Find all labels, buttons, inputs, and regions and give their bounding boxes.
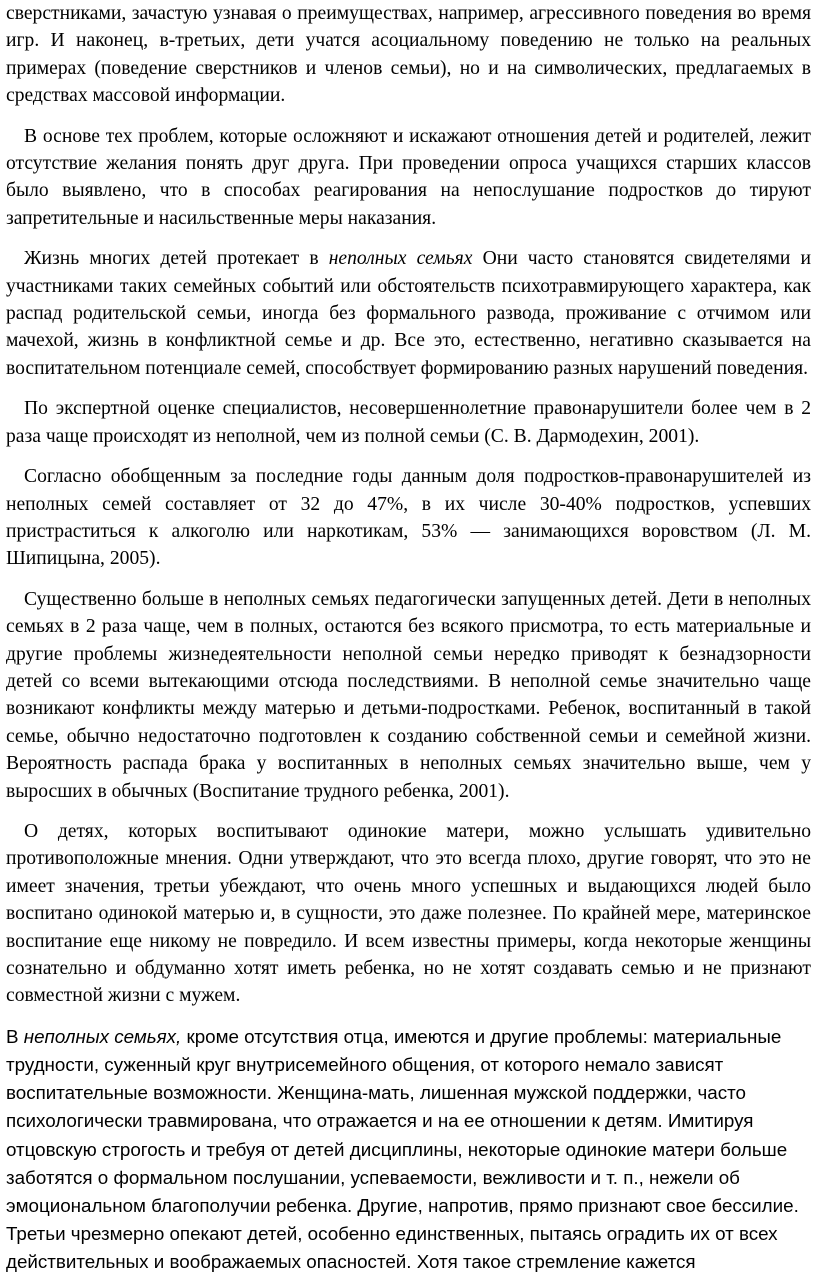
paragraph-8	[6, 1023, 811, 1277]
paragraph-3-rest: Они часто становятся свидетелями и участниками таких семейных событий или обстоятельств психотравмирующего характера, как распад родительской семьи, иногда без формального развода, проживание с отчимом или мачехой, жизнь в конфликтной семье и др. Все это, естественно, негативно сказывается на воспитательном потенциале семей, способствует формированию разных нарушений поведения.	[6, 248, 812, 379]
paragraph-3-start: Жизнь многих детей протекает в	[24, 248, 329, 270]
paragraph-7: О детях, которых воспитывают одинокие матери, можно услышать удивительно противоположные мнения. Одни утверждают, что это всегда плохо, другие говорят, что это не имеет значения, третьи убеждают, что очень много успешных и выдающихся людей было воспитано одинокой матерью и, в сущности, это даже полезнее. По крайней мере, материнское воспитание еще никому не повредило. И всем известны примеры, когда некоторые женщины сознательно и обдуманно хотят иметь ребенка, но не хотят создавать семью и не признают совместной жизни с мужем.	[6, 820, 811, 1007]
paragraph-6: Существенно больше в неполных семьях педагогически запущенных детей. Дети в неполных семьях в 2 раза чаще, чем в полных, остаются без всякого присмотра, то есть материальные и другие проблемы жизнедеятельности неполной семьи нередко приводят к безнадзорности детей со всеми вытекающими отсюда последствиями. В неполной семье значительно чаще возникают конфликты между матерью и детьми-подростками. Ребенок, воспитанный в такой семье, обычно недостаточно подготовлен к созданию собственной семьи и семейной жизни. Вероятность распада брака у воспитанных в неполных семьях значительно выше, чем у выросших в обычных (Воспитание трудного ребенка, 2001).	[6, 588, 811, 802]
paragraph-8-rest: кроме отсутствия отца, имеются и другие проблемы: материальные трудности, суженный круг внутрисемейного общения, от которого немало зависят воспитательные возможности. Женщина-мать, лишенная мужской поддержки, часто психологически травмирована, что отражается и на ее отношении к детям. Имитируя отцовскую строгость и требуя от детей дисциплины, некоторые одинокие матери больше заботятся о формальном послушании, успеваемости, вежливости и т. п., нежели об эмоциональном благополучии ребенка. Другие, напротив, прямо признают свое бессилие. Третьи чрезмерно опекают детей, особенно единственных, пытаясь оградить их от всех действительных и воображаемых опасностей. Хотя такое стремление кажется	[6, 1025, 799, 1273]
paragraph-4: По экспертной оценке специалистов, несовершеннолетние правонарушители более чем в 2 раза чаще происходят из неполной, чем из полной семьи (С. В. Дармодехин, 2001).	[6, 398, 811, 447]
paragraph-3	[6, 245, 811, 382]
paragraph-2: В основе тех проблем, которые осложняют и искажают отношения детей и родителей, лежит отсутствие желания понять друг друга. При проведении опроса учащихся старших классов было выявлено, что в способах реагирования на непослушание подростков до тируют запретительные и насильственные меры наказания.	[6, 125, 811, 229]
paragraph-8-start: В	[6, 1025, 24, 1047]
paragraph-1: сверстниками, зачастую узнавая о преимуществах, например, агрессивного поведения во время игр. И наконец, в-третьих, дети учатся асоциальному поведению не только на реальных примерах (поведение сверстников и членов семьи), но и на символических, предлагаемых в средствах массовой информации.	[6, 3, 811, 107]
paragraph-3-italic: неполных семьях	[328, 248, 473, 270]
paragraph-8-italic: неполных семьях,	[23, 1025, 182, 1047]
paragraph-5: Согласно обобщенным за последние годы данным доля подростков-правонарушителей из неполных семей составляет от 32 до 47%, в их числе 30-40% подростков, успевших пристраститься к алкоголю или наркотикам, 53% — занимающихся воровством (Л. М. Шипицына, 2005).	[6, 466, 811, 570]
